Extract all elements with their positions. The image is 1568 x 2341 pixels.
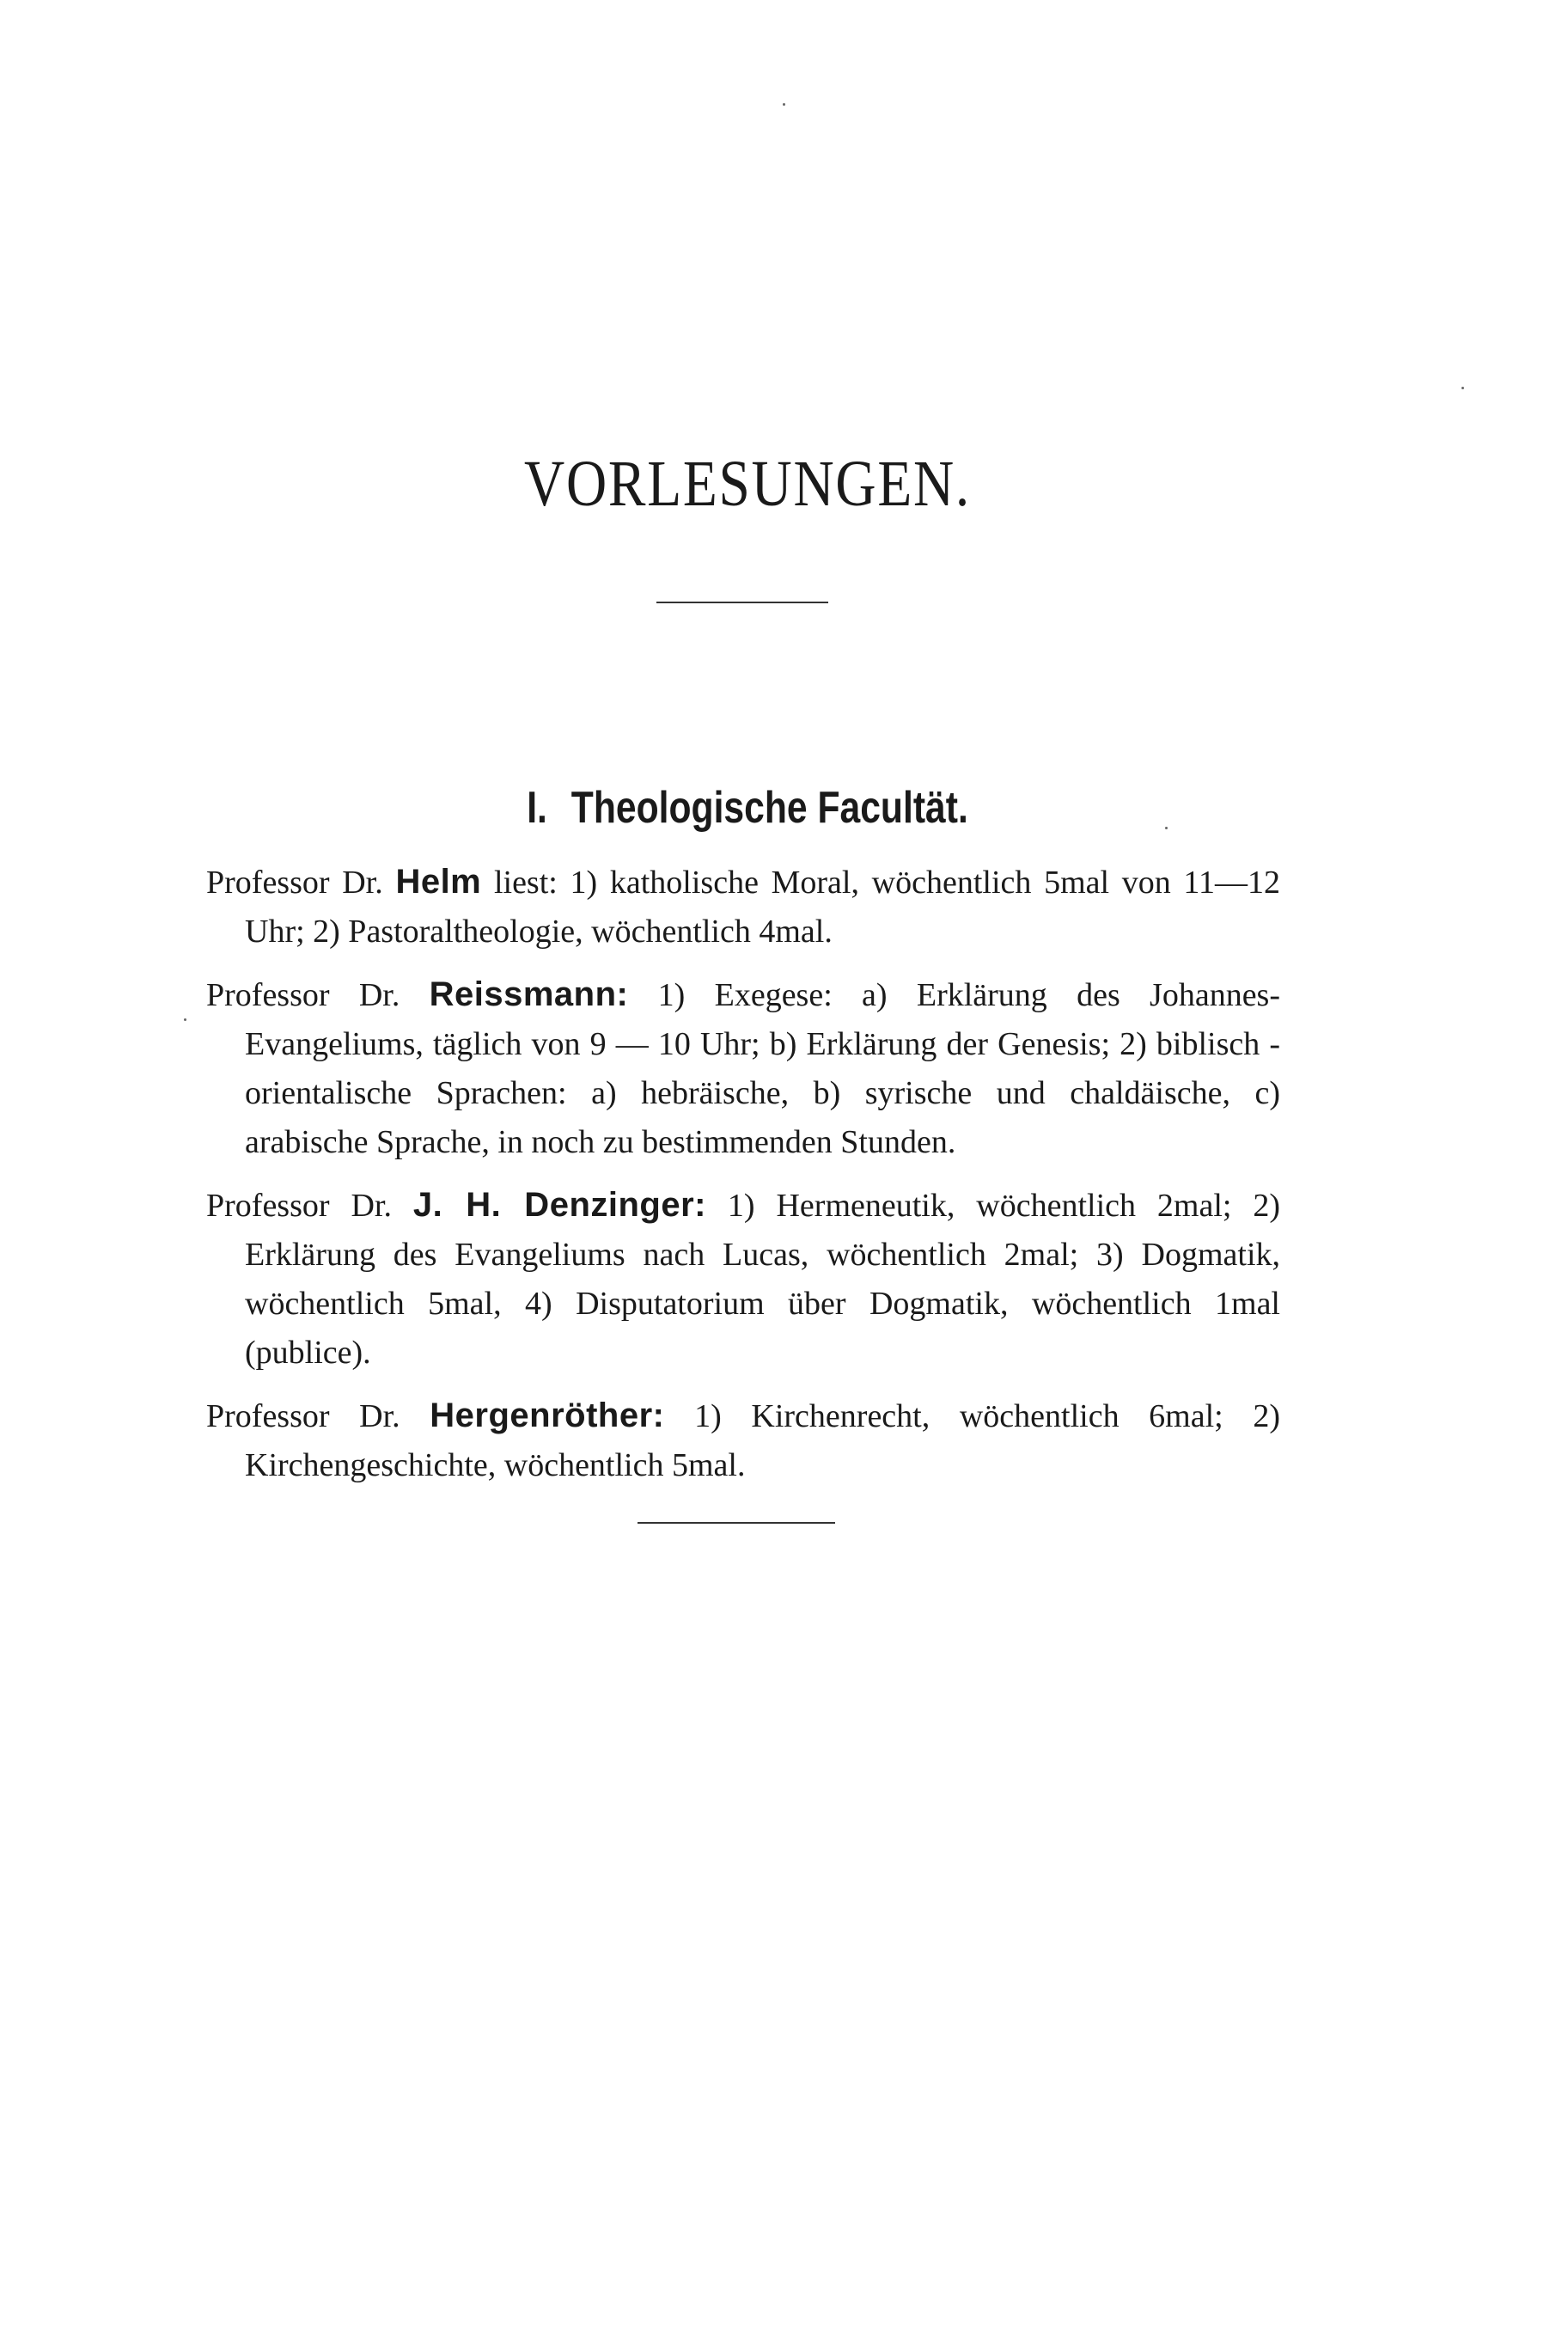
paper-speck [184,1018,186,1021]
title-divider [656,602,828,603]
paper-speck [1461,387,1464,389]
entry-text: 1) Kirchenrecht, wöchentlich 6mal; 2) Kirchengeschichte, wöchentlich 5mal. [245,1398,1280,1483]
section-title: Theologische Facultät. [570,783,968,833]
lecture-entry [206,970,1280,1167]
lecture-entry [206,1181,1280,1378]
professor-name: J. H. Denzinger: [412,1186,706,1224]
lecture-list [206,858,1280,1504]
section-heading [135,782,1361,834]
professor-name: Reissmann: [429,975,629,1013]
paper-speck [783,103,785,106]
entry-text: 1) Exegese: a) Erklärung des Johannes-Evangeliums, täglich von 9 — 10 Uhr; b) Erklärung der Genesis; 2) biblisch - orientalische Sprachen: a) hebräische, b) syrische und chaldäische, c) arabische Sprache, in noch zu bestimmenden Stunden. [245,977,1280,1160]
entry-text: 1) Hermeneutik, wöchentlich 2mal; 2) Erklärung des Evangeliums nach Lucas, wöchentlich 2mal; 3) Dogmatik, wöchentlich 5mal, 4) Disputatorium über Dogmatik, wöchentlich 1mal (publice). [245,1188,1281,1371]
entry-prefix: Professor Dr. [206,1188,392,1224]
entry-text: liest: 1) katholische Moral, wöchentlich 5mal von 11—12 Uhr; 2) Pastoraltheologie, wöchentlich 4mal. [245,865,1281,950]
lecture-entry [206,858,1280,957]
entry-prefix: Professor Dr. [206,977,400,1013]
professor-name: Hergenröther: [430,1397,665,1434]
section-number: I. [527,783,547,833]
entry-prefix: Professor Dr. [206,865,383,901]
professor-name: Helm [395,863,482,901]
end-divider [638,1522,835,1524]
paper-speck [1165,827,1168,829]
lecture-entry [206,1391,1280,1490]
entry-prefix: Professor Dr. [206,1398,400,1434]
page-title: VORLESUNGEN. [524,448,971,520]
